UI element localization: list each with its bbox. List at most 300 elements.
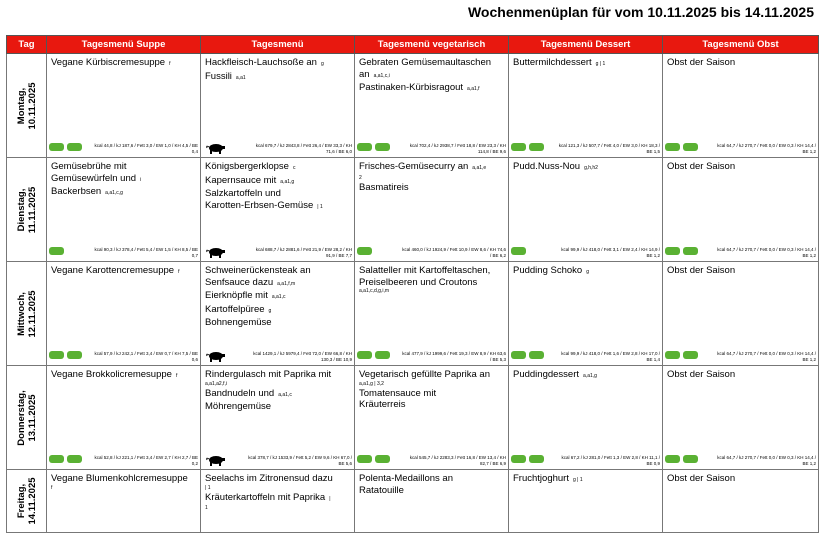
dish-line (359, 182, 504, 194)
menu-cell-content (663, 470, 818, 532)
day-label-wrap (7, 366, 46, 469)
dish-text (509, 158, 662, 175)
dish-text-part: Obst der Saison (667, 265, 736, 276)
dish-line (205, 401, 350, 413)
dish-text (663, 54, 818, 69)
menu-cell-main (201, 470, 355, 533)
allergen-codes: a,a1,g (280, 178, 295, 185)
dish-line (359, 277, 504, 289)
day-label (16, 390, 38, 445)
dish-line (359, 369, 504, 381)
dish-text-part: Vegane Karottencremesuppe (51, 265, 175, 276)
dish-text-part: Obst der Saison (667, 57, 736, 68)
dish-text-part: Kartoffelpüree (205, 303, 265, 315)
pig-icon (206, 143, 226, 154)
menu-cell-content (355, 262, 508, 365)
cell-footer (357, 348, 506, 362)
day-label-wrap (7, 158, 46, 261)
dish-line (359, 288, 504, 295)
pig-icon (206, 351, 226, 362)
menu-cell-vegetarian (355, 158, 509, 262)
cell-footer (49, 244, 198, 258)
day-cell (7, 158, 47, 262)
allergen-codes: c (292, 165, 296, 171)
dish-line (359, 57, 504, 69)
dish-text-part: Obst der Saison (667, 161, 736, 172)
dish-text-part: Vegane Kürbiscremesuppe (51, 57, 166, 68)
menu-cell-content (663, 158, 818, 261)
day-date: 12.11.2025 (26, 289, 38, 338)
dish-text-part: Tomatensauce mit (359, 387, 437, 399)
dish-line (205, 505, 350, 512)
cell-footer (511, 140, 660, 154)
menu-cell-vegetarian (355, 262, 509, 366)
dish-text (509, 54, 662, 71)
allergen-codes: | (329, 495, 331, 502)
day-label-wrap (7, 262, 46, 365)
header-day: Tag (7, 36, 47, 54)
dish-line (359, 69, 504, 83)
dish-text (663, 262, 818, 277)
dish-text (663, 158, 818, 173)
cell-footer (203, 244, 352, 258)
menu-cell-content (201, 54, 354, 157)
menu-cell-soup (47, 54, 201, 158)
dish-text-part: Kapernsauce mit (205, 174, 277, 186)
header-fruit: Tagesmenü Obst (663, 36, 819, 54)
day-date: 10.11.2025 (26, 81, 38, 130)
vegan-badge-icon (357, 247, 372, 255)
day-row (7, 158, 819, 262)
allergen-codes: a,a1,f (467, 86, 480, 92)
dish-text-part: Salatteller mit Kartoffeltaschen, (359, 265, 491, 276)
day-cell (7, 366, 47, 470)
cell-footer (665, 452, 816, 466)
dish-text (201, 470, 354, 512)
page-title: Wochenmenüplan für vom 10.11.2025 bis 14.11.2025 (467, 4, 814, 20)
pig-icon (206, 247, 226, 258)
menu-cell-content (201, 470, 354, 532)
vegan-badge-icon (49, 351, 64, 359)
menu-cell-content (663, 366, 818, 469)
menu-cell-fruit (663, 54, 819, 158)
allergen-codes: g | 1 (572, 477, 583, 483)
dish-text-part: Vegane Brokkolicremesuppe (51, 369, 172, 380)
day-cell (7, 54, 47, 158)
cell-footer (665, 348, 816, 362)
menu-cell-content (355, 158, 508, 261)
dish-line (359, 161, 504, 175)
menu-cell-content (47, 262, 200, 365)
menu-cell-content (663, 262, 818, 365)
vegan-badge-icon (683, 247, 698, 255)
dish-text (509, 262, 662, 279)
dish-text-part: Fruchtjoghurt (513, 473, 569, 484)
menu-cell-content (201, 262, 354, 365)
vegan-badge-icon (665, 143, 680, 151)
vegan-badge-icon (511, 247, 526, 255)
menu-cell-content (47, 470, 200, 532)
dish-text (509, 366, 662, 383)
allergen-codes: | 1 (317, 203, 323, 210)
nutrition-info: kcal 99,9 / kJ 418,0 / Fett 3,1 / EW 2,4 / KH 14,9 / BE 1,2 (561, 247, 660, 258)
day-label (16, 477, 38, 524)
dish-text-part: | 1 (205, 484, 211, 491)
vegan-badge-icon (683, 143, 698, 151)
vegan-badge-icon (511, 351, 526, 359)
dish-text (509, 470, 662, 487)
day-cell (7, 262, 47, 366)
dish-line (51, 186, 196, 200)
dish-line (205, 175, 350, 189)
allergen-codes: i (140, 176, 142, 183)
cell-footer (49, 348, 198, 362)
dish-text-part: Ratatouille (359, 484, 404, 496)
vegan-badge-icon (375, 455, 390, 463)
allergen-codes: a,a1,g (583, 373, 597, 379)
dish-text-part: Puddingdessert (513, 369, 580, 380)
allergen-codes: g | 1 (595, 61, 606, 67)
vegan-badge-icon (375, 143, 390, 151)
dish-line (667, 161, 814, 173)
dish-line (359, 381, 504, 388)
dish-text-part: Buttermilchdessert (513, 57, 592, 68)
nutrition-info: kcal 679,7 / kJ 2843,8 / Fett 26,4 / EW 33,3 / KH 71,6 / BE 6,0 (255, 143, 352, 154)
dish-text (201, 54, 354, 84)
vegan-badge-icon (529, 351, 544, 359)
dish-text-part: Obst der Saison (667, 473, 736, 484)
menu-cell-content (663, 54, 818, 157)
dish-text-part: Frisches-Gemüsecurry an (359, 161, 469, 172)
nutrition-info: kcal 688,7 / kJ 2881,6 / Fett 21,9 / EW 28,2 / KH 91,9 / BE 7,7 (255, 247, 352, 258)
cell-footer (357, 140, 506, 154)
allergen-codes: a,a1,c (278, 391, 292, 398)
menu-cell-content (509, 366, 662, 469)
vegan-badge-icon (665, 247, 680, 255)
dish-line (205, 485, 350, 492)
menu-cell-main (201, 54, 355, 158)
dish-line (513, 473, 658, 487)
dish-line (205, 369, 350, 381)
menu-cell-content (355, 366, 508, 469)
allergen-codes: a,a1,f,m (277, 280, 296, 287)
pig-icon (206, 455, 226, 466)
dish-line (51, 473, 196, 485)
dish-text-part: Hackfleisch-Lauchsoße an (205, 57, 317, 68)
nutrition-info: kcal 44,8 / kJ 187,6 / Fett 3,0 / EW 1,0 / KH 4,5 / BE 0,4 (94, 143, 198, 154)
allergen-codes: g (320, 61, 324, 67)
dish-text-part: Bandnudeln und (205, 387, 275, 399)
cell-footer (49, 140, 198, 154)
dish-text-part: Bohnengemüse (205, 317, 272, 328)
nutrition-info: kcal 1429,1 / kJ 5979,4 / Fett 72,0 / EW 66,8 / KH 130,3 / BE 10,9 (253, 351, 352, 362)
dish-line (513, 369, 658, 383)
day-date: 14.11.2025 (26, 477, 38, 525)
vegan-badge-icon (511, 143, 526, 151)
dish-line (205, 290, 350, 304)
dish-line (205, 473, 350, 485)
dish-text (663, 366, 818, 381)
dish-text-part: Königsbergerklopse (205, 161, 289, 172)
dish-text-part: a,a1,a2,f,i (205, 380, 227, 387)
dish-text-part: Preiselbeeren und Croutons (359, 276, 478, 288)
dish-line (51, 57, 196, 71)
menu-cell-dessert (509, 158, 663, 262)
dish-text-part: Gebraten Gemüsemaultaschen (359, 57, 492, 68)
dish-text (201, 158, 354, 213)
dish-line (667, 57, 814, 69)
dish-text (47, 470, 200, 492)
dish-line (359, 175, 504, 182)
dish-text-part: Fussili (205, 70, 232, 82)
menu-cell-dessert (509, 470, 663, 533)
nutrition-info: kcal 52,8 / kJ 221,1 / Fett 3,4 / EW 2,7 / KH 2,7 / BE 0,2 (94, 455, 198, 466)
menu-cell-content (355, 470, 508, 532)
menu-cell-fruit (663, 158, 819, 262)
dish-text-part: Kräuterkartoffeln mit Paprika (205, 491, 326, 503)
menu-cell-content (509, 262, 662, 365)
day-name: Mittwoch, (15, 291, 27, 336)
vegan-badge-icon (67, 455, 82, 463)
dish-line (51, 173, 196, 187)
menu-cell-soup (47, 158, 201, 262)
dish-text-part: Pastinaken-Kürbisragout (359, 82, 464, 93)
dish-text (355, 366, 508, 411)
dish-text-part: Rindergulasch mit Paprika mit (205, 369, 332, 380)
dish-line (205, 388, 350, 402)
cell-footer (203, 452, 352, 466)
dish-line (51, 485, 196, 492)
vegan-badge-icon (683, 351, 698, 359)
cell-footer (511, 452, 660, 466)
dish-line (359, 265, 504, 277)
menu-cell-main (201, 262, 355, 366)
dish-line (513, 265, 658, 279)
dish-line (667, 265, 814, 277)
day-row (7, 54, 819, 158)
day-name: Dienstag, (15, 188, 27, 231)
day-name: Donnerstag, (15, 389, 27, 446)
menu-cell-content (47, 54, 200, 157)
menu-cell-dessert (509, 262, 663, 366)
dish-line (51, 369, 196, 383)
cell-footer (665, 140, 816, 154)
vegan-badge-icon (529, 455, 544, 463)
nutrition-info: kcal 121,3 / kJ 507,7 / Fett 4,0 / EW 3,0 / KH 18,3 / BE 1,5 (558, 143, 660, 154)
nutrition-info: kcal 545,7 / kJ 2283,3 / Fett 16,8 / EW 13,4 / KH 82,7 / BE 6,9 (409, 455, 506, 466)
dish-text-part: 2 (359, 174, 362, 181)
menu-cell-fruit (663, 262, 819, 366)
dish-text (355, 158, 508, 193)
header-main: Tagesmenü (201, 36, 355, 54)
menu-cell-dessert (509, 54, 663, 158)
menu-cell-vegetarian (355, 366, 509, 470)
day-label-wrap (7, 54, 46, 157)
dish-line (205, 188, 350, 200)
dish-line (667, 369, 814, 381)
allergen-codes: g (586, 269, 589, 275)
dish-text-part: an (359, 68, 370, 80)
dish-line (205, 381, 350, 388)
menu-cell-dessert (509, 366, 663, 470)
allergen-codes: a,a1,c,i (373, 72, 390, 79)
nutrition-info: kcal 99,9 / kJ 418,0 / Fett 1,6 / EW 2,8 / KH 17,0 / BE 1,4 (561, 351, 660, 362)
dish-text-part: Vegetarisch gefüllte Paprika an (359, 369, 490, 380)
menu-cell-content (509, 470, 662, 532)
dish-text (47, 158, 200, 200)
allergen-codes: f (175, 373, 178, 379)
dish-line (205, 200, 350, 214)
menu-cell-soup (47, 262, 201, 366)
cell-footer (511, 348, 660, 362)
dish-line (359, 82, 504, 96)
dish-text-part: a,a1,g | 3,2 (359, 380, 384, 387)
dish-text (663, 470, 818, 485)
vegan-badge-icon (357, 351, 372, 359)
dish-line (513, 57, 658, 71)
dish-line (205, 57, 350, 71)
dish-text-part: Obst der Saison (667, 369, 736, 380)
dish-text-part: 1 (205, 505, 208, 511)
day-name: Montag, (15, 87, 27, 124)
dish-text (47, 54, 200, 71)
day-label (16, 290, 38, 337)
allergen-codes: g (268, 307, 272, 314)
header-soup: Tagesmenü Suppe (47, 36, 201, 54)
dish-text-part: Pudding Schoko (513, 265, 583, 276)
dish-text-part: Salzkartoffeln und (205, 188, 281, 199)
nutrition-info: kcal 64,7 / kJ 270,7 / Fett 0,0 / EW 0,3 / KH 14,4 / BE 1,2 (717, 455, 816, 466)
dish-text (355, 470, 508, 496)
dish-text-part: Gemüsewürfeln und (51, 172, 137, 184)
day-label (16, 186, 38, 233)
vegan-badge-icon (683, 455, 698, 463)
dish-text-part: Möhrengemüse (205, 401, 272, 412)
allergen-codes: a,a1,c,g (105, 190, 123, 196)
dish-line (205, 265, 350, 277)
vegan-badge-icon (67, 351, 82, 359)
vegan-badge-icon (511, 455, 526, 463)
menu-cell-soup (47, 366, 201, 470)
day-row (7, 470, 819, 533)
header-dessert: Tagesmenü Dessert (509, 36, 663, 54)
cell-footer (203, 140, 352, 154)
vegan-badge-icon (357, 455, 372, 463)
nutrition-info: kcal 460,0 / kJ 1924,9 / Fett 10,9 / EW 8,6 / KH 74,6 / BE 6,2 (402, 247, 506, 258)
dish-text-part: a,a1,c,d,g,i,m (359, 288, 390, 294)
dish-line (205, 317, 350, 329)
cell-footer (203, 348, 352, 362)
menu-cell-soup (47, 470, 201, 533)
dish-line (205, 71, 350, 85)
dish-text (355, 54, 508, 96)
menu-cell-main (201, 366, 355, 470)
menu-cell-vegetarian (355, 470, 509, 533)
dish-text-part: Seelachs im Zitronensud dazu (205, 473, 333, 484)
dish-text-part: Senfsauce dazu (205, 276, 274, 288)
dish-text (47, 262, 200, 279)
menu-cell-vegetarian (355, 54, 509, 158)
menu-cell-content (201, 366, 354, 469)
menu-cell-content (47, 158, 200, 261)
nutrition-info: kcal 702,4 / kJ 2938,7 / Fett 18,8 / EW 23,3 / KH 114,8 / BE 9,6 (409, 143, 506, 154)
allergen-codes: a,a1,e (472, 165, 487, 171)
allergen-codes: f (169, 61, 171, 67)
nutrition-info: kcal 477,9 / kJ 1999,6 / Fett 19,3 / EW 8,9 / KH 63,6 / BE 5,3 (402, 351, 506, 362)
vegan-badge-icon (49, 143, 64, 151)
dish-line (51, 265, 196, 279)
dish-line (205, 161, 350, 175)
vegan-badge-icon (375, 351, 390, 359)
vegan-badge-icon (665, 351, 680, 359)
dish-text (355, 262, 508, 295)
day-name: Freitag, (15, 483, 27, 519)
dish-line (205, 492, 350, 506)
nutrition-info: kcal 67,2 / kJ 281,0 / Fett 1,3 / EW 2,8 / KH 11,1 / BE 0,9 (561, 455, 660, 466)
allergen-codes: a,a1,c (271, 294, 286, 300)
day-row (7, 262, 819, 366)
menu-cell-content (509, 54, 662, 157)
dish-text (201, 366, 354, 413)
day-label-wrap (7, 470, 46, 532)
dish-line (205, 304, 350, 318)
menu-cell-content (509, 158, 662, 261)
nutrition-info: kcal 64,7 / kJ 270,7 / Fett 0,0 / EW 0,3 / KH 14,4 / BE 1,2 (717, 247, 816, 258)
cell-footer (665, 244, 816, 258)
vegan-badge-icon (357, 143, 372, 151)
dish-line (513, 161, 658, 175)
nutrition-info: kcal 64,7 / kJ 270,7 / Fett 0,0 / EW 0,3 / KH 14,4 / BE 1,2 (717, 351, 816, 362)
dish-line (205, 277, 350, 291)
allergen-codes: f (178, 269, 180, 275)
dish-text-part: Basmatireis (359, 181, 409, 193)
dish-text (201, 262, 354, 329)
vegan-badge-icon (49, 455, 64, 463)
menu-cell-main (201, 158, 355, 262)
dish-text-part: Karotten-Erbsen-Gemüse (205, 199, 314, 211)
menu-cell-fruit (663, 470, 819, 533)
menu-table (6, 35, 819, 533)
allergen-codes: a,a1 (235, 74, 246, 81)
day-date: 11.11.2025 (26, 186, 38, 233)
cell-footer (357, 452, 506, 466)
menu-cell-content (47, 366, 200, 469)
dish-line (359, 399, 504, 411)
vegan-badge-icon (529, 143, 544, 151)
dish-text-part: Kräuterreis (359, 399, 406, 410)
allergen-codes: g,h,h2 (584, 165, 598, 171)
vegan-badge-icon (49, 247, 64, 255)
dish-line (359, 473, 504, 485)
dish-line (359, 388, 504, 400)
day-label (16, 82, 38, 129)
dish-text-part: Gemüsebrühe mit (51, 161, 127, 172)
nutrition-info: kcal 57,9 / kJ 242,1 / Fett 3,4 / EW 0,7 / KH 7,5 / BE 0,6 (94, 351, 198, 362)
dish-text-part: Backerbsen (51, 186, 102, 197)
vegan-badge-icon (67, 143, 82, 151)
menu-cell-fruit (663, 366, 819, 470)
day-cell (7, 470, 47, 533)
dish-text-part: Eierknöpfle mit (205, 290, 268, 301)
dish-text-part: Schweinerückensteak an (205, 265, 311, 276)
dish-text-part: Vegane Blumenkohlcremesuppe (51, 473, 188, 484)
dish-line (51, 161, 196, 173)
dish-text (47, 366, 200, 383)
header-row (7, 36, 819, 54)
cell-footer (49, 452, 198, 466)
cell-footer (511, 244, 660, 258)
menu-cell-content (355, 54, 508, 157)
